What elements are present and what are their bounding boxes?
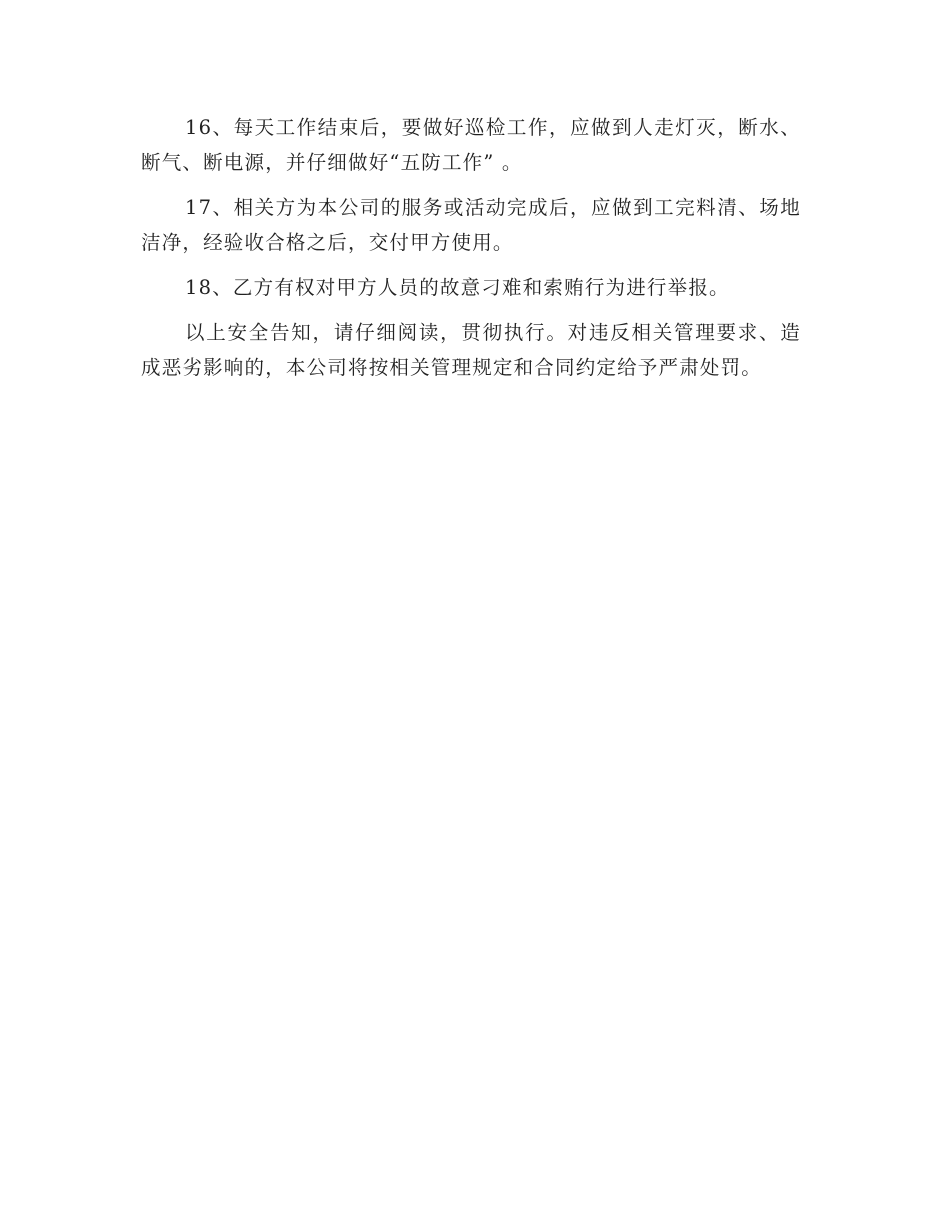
- closing-paragraph: 以上安全告知，请仔细阅读，贯彻执行。对违反相关管理要求、造成恶劣影响的，本公司将按相关管理规定和合同约定给予严肃处罚。: [141, 321, 801, 379]
- paragraph-item-16: 16、每天工作结束后，要做好巡检工作，应做到人走灯灭，断水、断气、断电源，并仔细做好“五防工作” 。: [141, 116, 801, 174]
- paragraph-item-17: 17、相关方为本公司的服务或活动完成后，应做到工完料清、场地洁净，经验收合格之后，交付甲方使用。: [141, 196, 801, 254]
- document-body: [141, 110, 801, 395]
- paragraph-item-18: 18、乙方有权对甲方人员的故意刁难和索贿行为进行举报。: [185, 276, 730, 299]
